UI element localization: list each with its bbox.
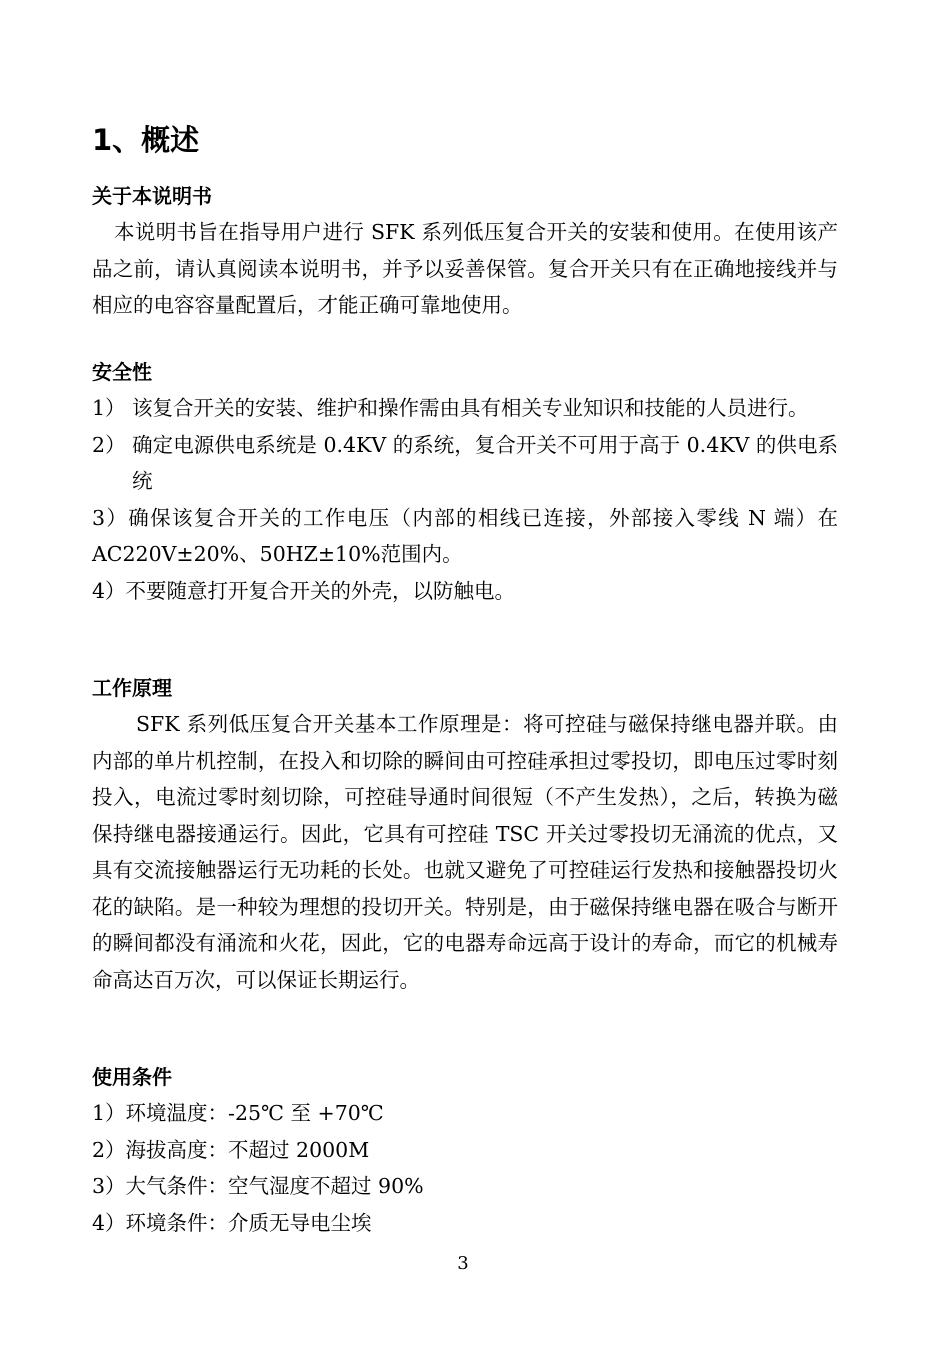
section-principle	[92, 670, 838, 998]
section-about	[92, 178, 838, 324]
condition-item-2: 2）海拔高度：不超过 2000M	[92, 1137, 370, 1162]
safety-list	[92, 390, 838, 609]
principle-paragraph: SFK 系列低压复合开关基本工作原理是：将可控硅与磁保持继电器并联。由内部的单片机控制，在投入和切除的瞬间由可控硅承担过零投切，即电压过零时刻投入，电流过零时刻切除，可控硅导通时间很短（不产生发热），之后，转换为磁保持继电器接通运行。因此，它具有可控硅 TSC 开关过零投切无涌流的优点，又具有交流接触器运行无功耗的长处。也就又避免了可控硅运行发热和接触器投切火花的缺陷。是一种较为理想的投切开关。特别是，由于磁保持继电器在吸合与断开的瞬间都没有涌流和火花，因此，它的电器寿命远高于设计的寿命，而它的机械寿命高达百万次，可以保证长期运行。	[92, 712, 838, 992]
section-title-safety: 安全性	[92, 360, 152, 384]
conditions-list	[92, 1095, 838, 1241]
section-conditions	[92, 1059, 838, 1241]
condition-item-3: 3）大气条件：空气湿度不超过 90%	[92, 1174, 424, 1198]
safety-item-1: 1） 该复合开关的安装、维护和操作需由具有相关专业知识和技能的人员进行。	[92, 396, 809, 420]
chapter-title: 1、概述	[92, 123, 200, 157]
condition-item-4: 4）环境条件：介质无导电尘埃	[92, 1210, 372, 1235]
condition-item-1: 1）环境温度：-25℃ 至 +70℃	[92, 1101, 384, 1125]
safety-item-3: 3）确保该复合开关的工作电压（内部的相线已连接，外部接入零线 N 端）在 AC220V±20%、50HZ±10%范围内。	[92, 505, 838, 566]
about-paragraph: 本说明书旨在指导用户进行 SFK 系列低压复合开关的安装和使用。在使用该产品之前，请认真阅读本说明书，并予以妥善保管。复合开关只有在正确地接线并与相应的电容容量配置后，才能正确可靠地使用。	[92, 220, 838, 317]
section-title-conditions: 使用条件	[92, 1065, 172, 1089]
section-title-about: 关于本说明书	[92, 184, 212, 208]
page-number: 3	[457, 1253, 469, 1274]
section-safety	[92, 354, 838, 609]
section-title-principle: 工作原理	[92, 676, 172, 700]
safety-item-4: 4）不要随意打开复合开关的外壳，以防触电。	[92, 578, 516, 603]
safety-item-2: 2） 确定电源供电系统是 0.4KV 的系统，复合开关不可用于高于 0.4KV 的供电系统	[92, 432, 838, 493]
